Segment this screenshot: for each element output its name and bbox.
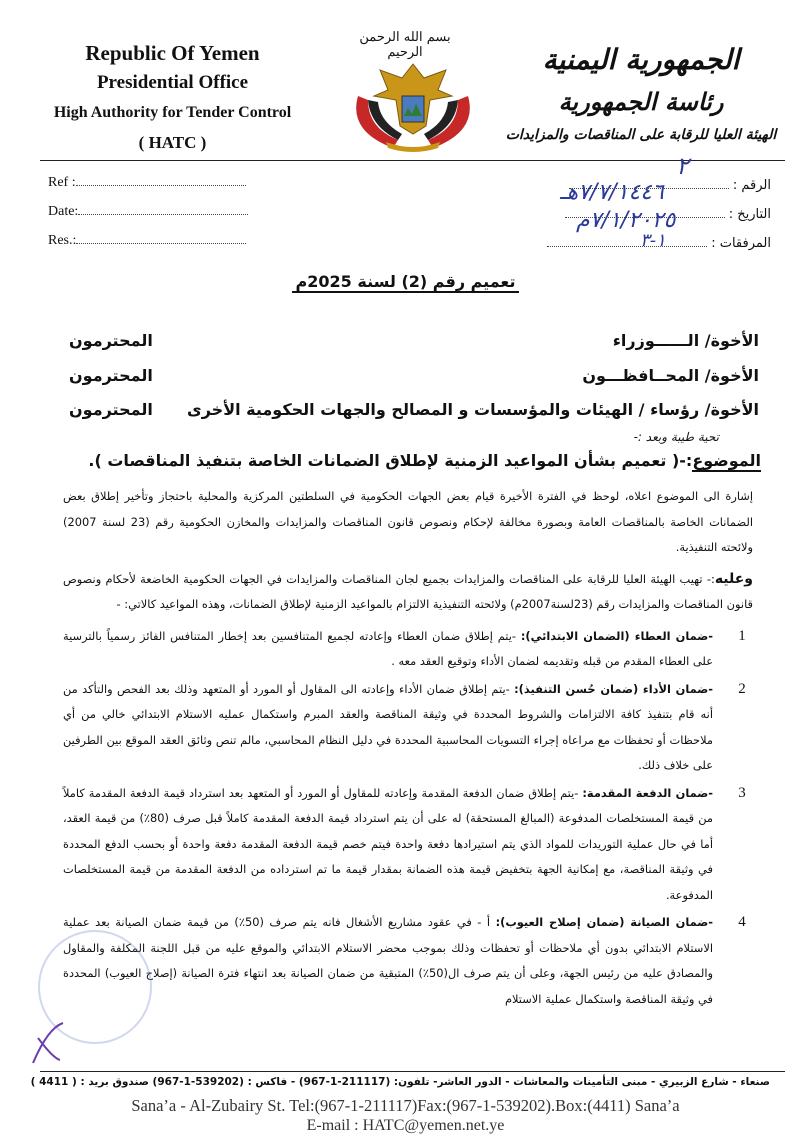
item-text: -يتم إطلاق ضمان العطاء وإعادته لجميع المتنافسين بعد إخطار المتنافس الفائز رسمياً بالترسية على العطاء المقدم من قبله وتقديمه لضمان الأداء وتوقيع العقد معه . — [63, 628, 713, 668]
item-number: 4 — [738, 914, 746, 930]
subject-text: :-( تعميم بشأن المواعيد الزمنية لإطلاق الضمانات الخاصة بتنفيذ المناقصات ). — [88, 451, 693, 470]
item-text: -يتم إطلاق ضمان الدفعة المقدمة وإعادته للمقاول أو المورد أو المتعهد بعد استرداد قيمة الدفعة المقدمة كاملاً من قيمة المستخلصات المدفوعة (المبالغ المستحقة) له على أن يتم استرداد قيمة الدفعة المقدمة كاملاً قبل صرف (80٪) من قيمة العقد، أما في حال عملية التوريدات للمواد الذي يتم استيرادها دفعة واحدة فيتم خصم قيمة الدفعة المقدمة دفعة واحدة أو بحسب الدفع المحددة في وثيقة المناقصة، مع إمكانية الجهة بتخفيض قيمة هذه الضمانة بمقدار قيمة ما تم استرداده من الدفعة المقدمة من قيمة المستخلصات المدفوعة. — [63, 785, 713, 902]
header-divider — [40, 160, 785, 161]
item-heading: -ضمان الأداء (ضمان حُسن التنفيذ): — [514, 681, 713, 696]
ref-dots — [76, 173, 246, 186]
handwritten-hijri-date: ٧/٧/١٤٤٦هـ — [560, 180, 664, 205]
country-name-arabic: الجمهورية اليمنية — [542, 43, 740, 76]
item-heading: -ضمان الصيانة (ضمان إصلاح العيوب): — [495, 915, 713, 929]
whereas-paragraph — [63, 567, 753, 618]
footer-email: E-mail : HATC@yemen.net.ye — [306, 1117, 505, 1134]
list-item — [63, 781, 753, 909]
date-field-arabic: التاريخ : — [565, 205, 771, 222]
item-text: -يتم إطلاق ضمان الأداء وإعادته الى المقاول أو المورد أو المتعهد وذلك بعد الفحص والتأكد من أنه قام بتنفيذ كافة الالتزامات والشروط المحددة في وثيقة المناقصة والعقد المبرم واستكمال عمليه الاستلام الابتدائي خالي من أي ملاحظات أو تحفظات مع مراعاه إجراء التسويات المحاسبية المحددة في دليل النظام المحاسبي، مالم تنص وثائق العقد الموقع بين الطرفين على خلاف ذلك. — [63, 681, 713, 772]
handwritten-gregorian-date: ٧/١/٢٠٢٥م — [576, 208, 676, 233]
addressee-name: الأخوة/ رؤساء / الهيئات والمؤسسات و المصالح والجهات الحكومية الأخرى — [187, 400, 759, 419]
subject-label: الموضوع — [692, 451, 761, 470]
attachments-field-arabic: المرفقات : — [547, 234, 771, 251]
footer-address-arabic: صنعاء - شارع الزبيري - مبنى التأمينات والمعاشات - الدور العاشر- تلفون: (211117-1-967) - فاكس : (539202-1-967) صندوق بريد : ( 4411 ) — [30, 1076, 770, 1088]
letterhead-arabic — [501, 38, 781, 148]
basmala: بسم الله الرحمن الرحيم — [359, 30, 451, 60]
res-field — [48, 231, 246, 249]
item-number: 2 — [738, 680, 746, 697]
greeting: تحية طيبة وبعد :- — [633, 430, 719, 444]
item-number: 1 — [738, 627, 746, 644]
number-label-arabic: الرقم — [741, 178, 771, 193]
date-label: Date: — [48, 204, 79, 219]
item-text: أ - في عقود مشاريع الأشغال فانه يتم صرف (50٪) من قيمة ضمان الصيانة بعد عملية الاستلام الابتدائي بدون أي ملاحظات أو تحفظات وذلك بموجب محضر الاستلام الابتدائي والموقع عليه من قبل اللجنة المكلفة والمقاول والمصادق عليه من رئيس الجهة، وعلى أن يتم صرف ال(50٪) المتبقية من ضمان الصيانة بعد انتهاء فترة الصيانة (إصلاح العيوب) المحددة في وثيقة المناقصة واستكمال عملية الاستلام — [63, 915, 713, 1006]
item-heading: -ضمان الدفعة المقدمة: — [582, 785, 713, 800]
attachments-dots — [547, 234, 707, 247]
list-item — [63, 910, 753, 1012]
res-label: Res.: — [48, 233, 77, 248]
addressee-honorific: المحترمون — [69, 400, 153, 419]
list-item — [63, 677, 753, 779]
whereas-text: :- تهيب الهيئة العليا للرقابة على المناقصات والمزايدات بجميع لجان المناقصات والمزايدات في الجهات الحكومية الخاضعة لأحكام ونصوص قانون المناقصات والمزايدات رقم (23لسنة2007م) ولائحته التنفيذية الالتزام بالمواعيد الزمنية لإطلاق الضمانات، وهذه المواعيد كالاتي: - — [63, 571, 753, 611]
authority-name-arabic: الهيئة العليا للرقابة على المناقصات والمزايدات — [505, 127, 777, 143]
ref-label: Ref : — [48, 175, 76, 190]
yemen-emblem-icon — [338, 56, 488, 156]
subject-line — [88, 451, 761, 470]
footer-address-english: Sana’a - Al-Zubairy St. Tel:(967-1-211117)Fax:(967-1-539202).Box:(4411) Sana’a — [131, 1096, 680, 1115]
intro-paragraph: إشارة الى الموضوع اعلاه، لوحظ في الفترة الأخيرة قيام بعض الجهات الحكومية في السلطتين المركزية والمحلية باحتجاز وتأخير إطلاق بعض الضمانات الخاصة بالمناقصات العامة وبصورة مخالفة لإحكام ونصوص قانون المناقصات والمزايدات والمخازن الحكومية رقم (23 لسنة 2007) ولائحته التنفيذية. — [63, 489, 754, 554]
addressee-name: الأخوة/ الــــــوزراء — [612, 331, 759, 350]
attachments-label-arabic: المرفقات — [719, 236, 771, 251]
addressee-honorific: المحترمون — [69, 366, 153, 385]
addressee-row — [69, 366, 759, 385]
ref-field — [48, 173, 246, 191]
list-item — [63, 624, 753, 675]
date-field — [48, 202, 248, 220]
circular-title — [0, 272, 811, 291]
addressee-name: الأخوة/ المحــافظـــون — [582, 366, 759, 385]
country-name: Republic Of Yemen — [85, 41, 260, 65]
date-label-arabic: التاريخ — [737, 207, 771, 222]
number-field-arabic: الرقم : — [569, 176, 771, 193]
handwritten-attachments: ١-٣ — [640, 230, 666, 251]
footer-divider — [40, 1071, 785, 1072]
date-dots — [78, 202, 248, 215]
letter-body — [63, 484, 753, 1014]
whereas-lead: وعليه — [714, 570, 753, 587]
addressee-row — [69, 400, 759, 419]
res-dots — [76, 231, 246, 244]
item-heading: -ضمان العطاء (الضمان الابتدائي): — [520, 628, 714, 643]
addressee-row — [69, 331, 759, 350]
office-name-arabic: رئاسة الجمهورية — [558, 88, 724, 116]
signature-scribble-icon — [28, 1018, 68, 1072]
office-name: Presidential Office — [96, 72, 249, 93]
handwritten-number: ٢ — [676, 152, 689, 180]
circular-title-text: تعميم رقم (2) لسنة 2025م — [292, 272, 520, 293]
item-number: 3 — [738, 784, 746, 801]
authority-name: High Authority for Tender Control — [53, 104, 292, 121]
letterhead-english — [40, 38, 305, 158]
authority-acronym: ( HATC ) — [138, 133, 207, 152]
addressee-honorific: المحترمون — [69, 331, 153, 350]
